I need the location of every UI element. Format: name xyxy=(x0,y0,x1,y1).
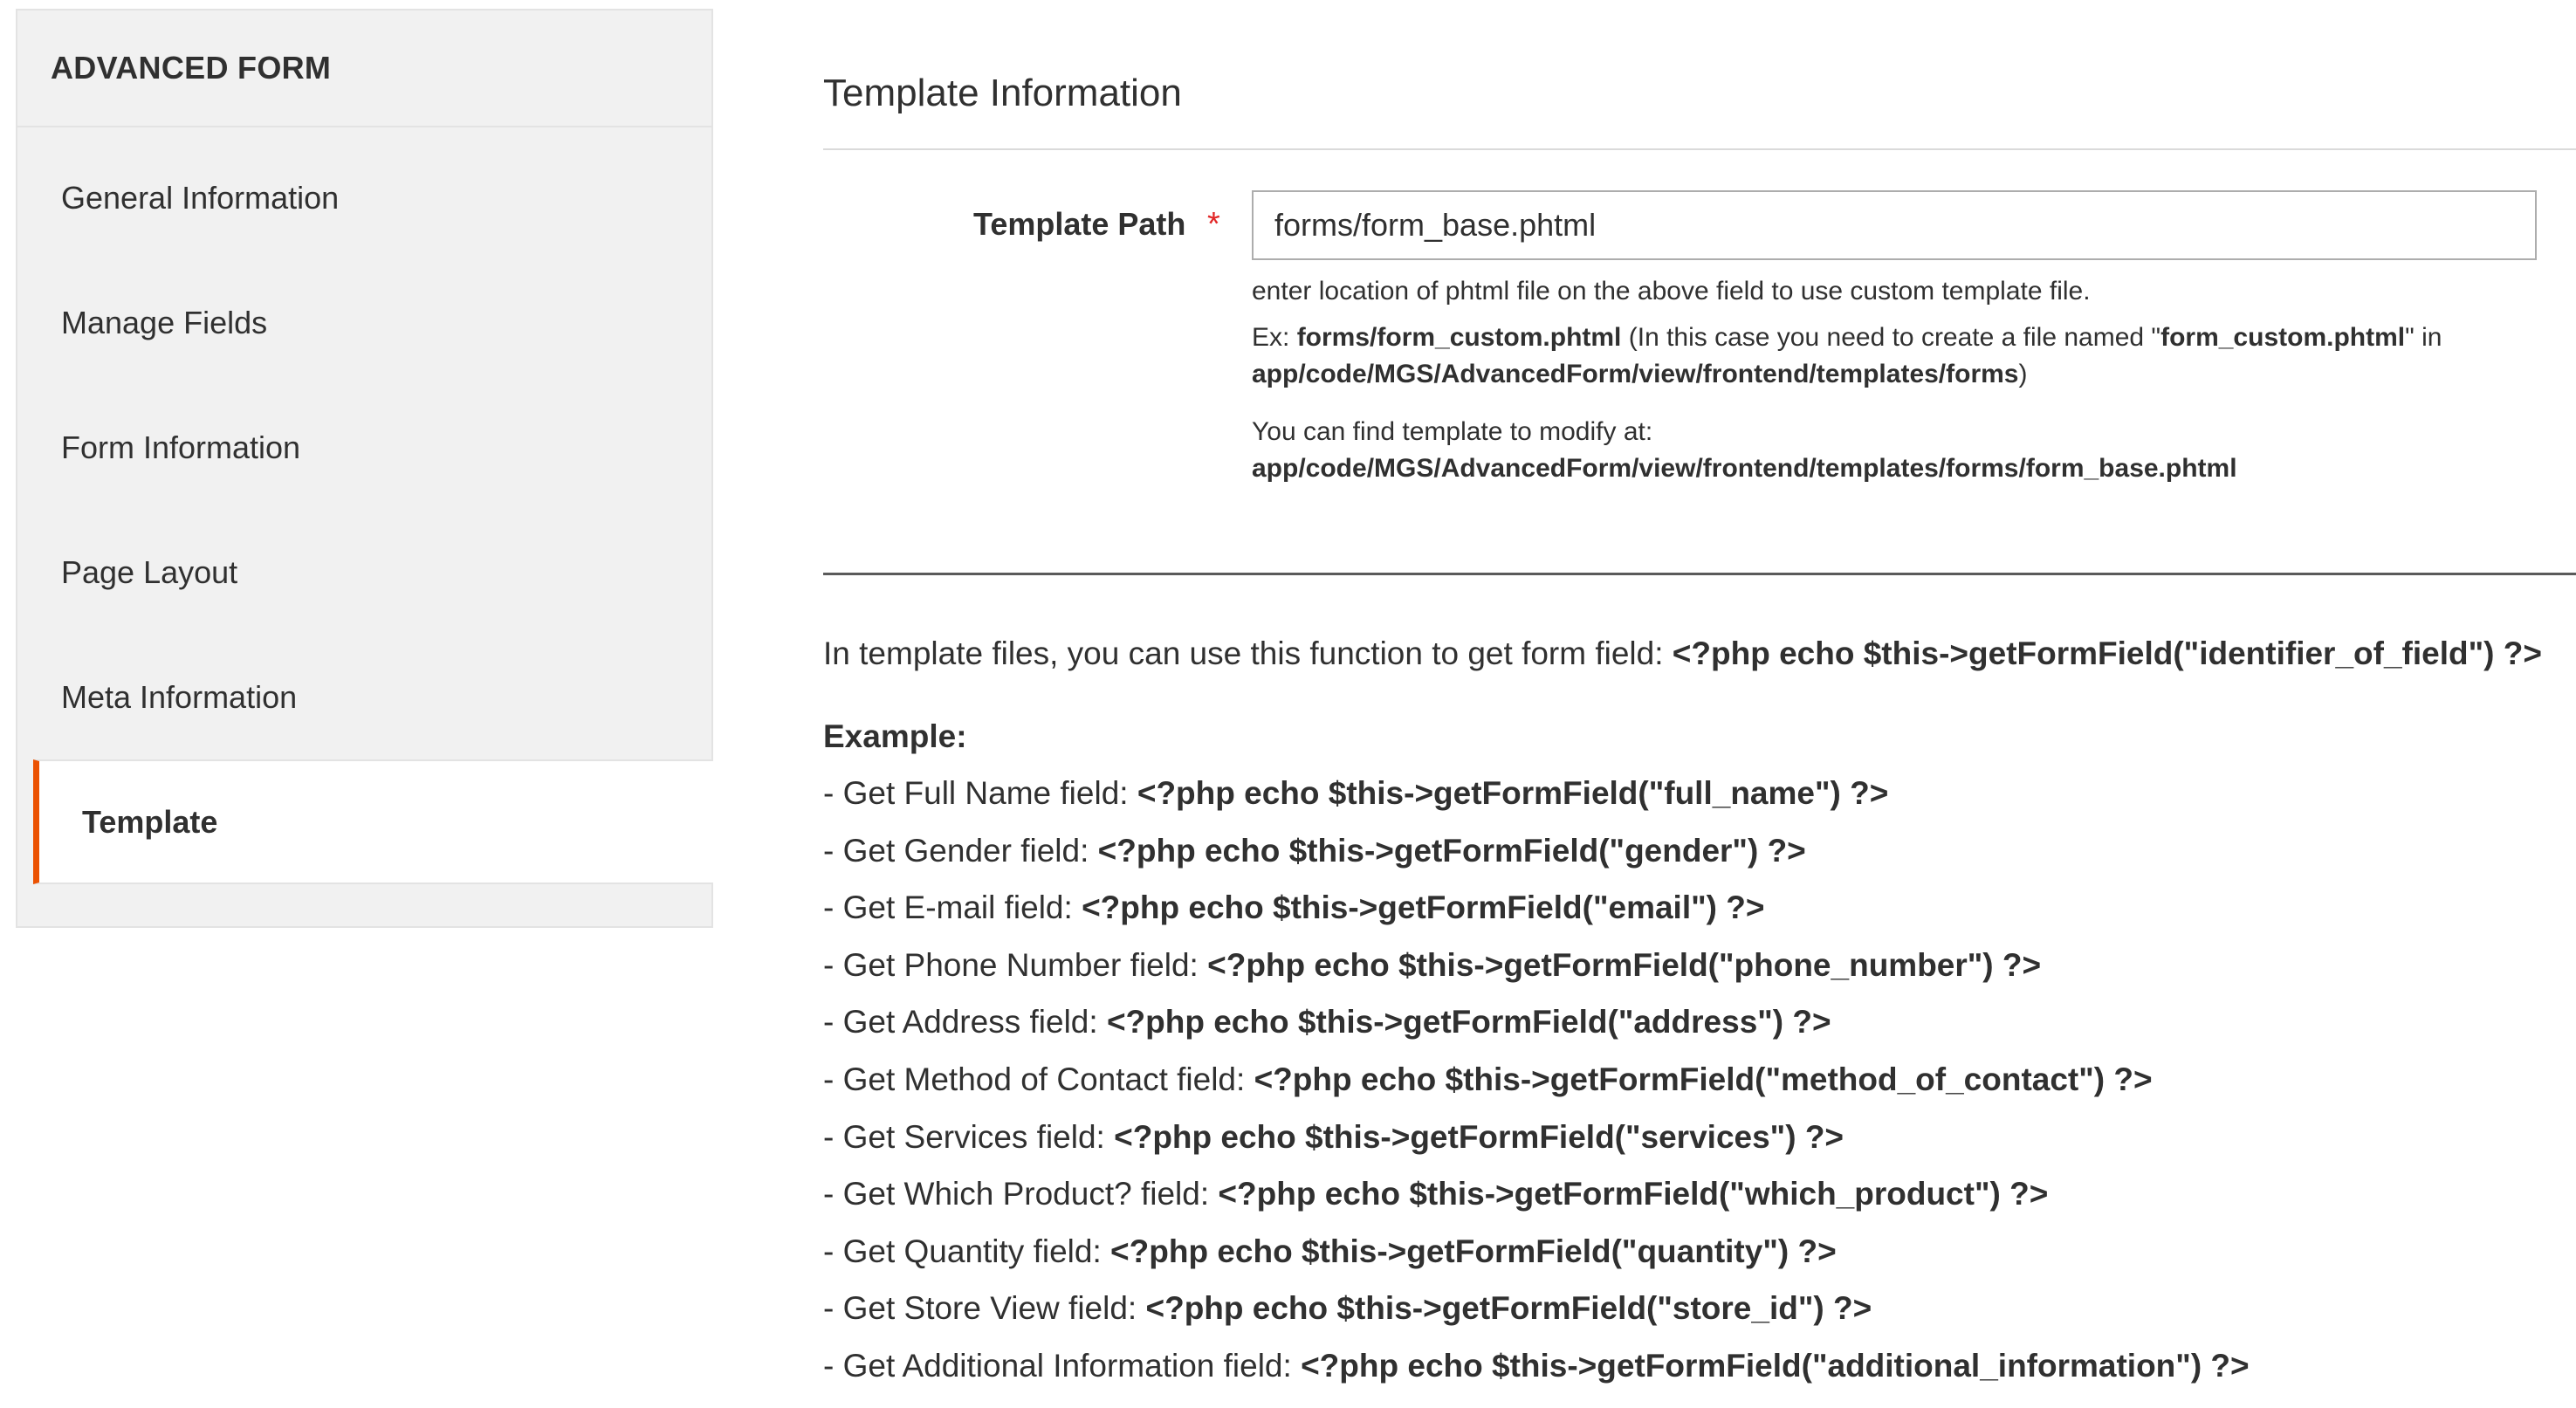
example-code: <?php echo $this->getFormField("additional_information") ?> xyxy=(1301,1347,2250,1384)
example-label: - Get Gender field: xyxy=(823,832,1098,869)
example-note-in: " in xyxy=(2405,323,2442,352)
example-row-method-of-contact xyxy=(823,1061,2250,1119)
example-label: - Get Additional Information field: xyxy=(823,1347,1302,1384)
example-code: <?php echo $this->getFormField("full_name") ?> xyxy=(1137,775,1889,811)
example-note xyxy=(1252,319,2544,393)
sidebar-item-template[interactable]: Template xyxy=(33,759,713,884)
sidebar-item-general-information[interactable]: General Information xyxy=(61,179,340,216)
example-code: <?php echo $this->getFormField("address") ?> xyxy=(1106,1004,1831,1041)
example-code: <?php echo $this->getFormField("store_id") ?> xyxy=(1145,1290,1872,1327)
example-file-name: form_custom.phtml xyxy=(2160,323,2406,352)
required-marker: * xyxy=(1207,206,1220,243)
example-code: <?php echo $this->getFormField("phone_number") ?> xyxy=(1207,946,2042,983)
example-label: - Get Address field: xyxy=(823,1004,1107,1041)
sidebar-nav xyxy=(17,135,711,884)
sidebar-item-meta-information[interactable]: Meta Information xyxy=(61,678,298,715)
usage-intro-code: <?php echo $this->getFormField("identifier_of_field") ?> xyxy=(1672,635,2542,671)
find-template-path: app/code/MGS/AdvancedForm/view/frontend/templates/forms/form_base.phtml xyxy=(1252,454,2237,483)
usage-intro xyxy=(823,635,2542,672)
example-label: - Get E-mail field: xyxy=(823,889,1082,926)
example-code: <?php echo $this->getFormField("method_of_contact") ?> xyxy=(1254,1061,2153,1097)
example-note-close: ) xyxy=(2018,360,2028,388)
example-label: - Get Full Name field: xyxy=(823,775,1137,811)
example-label: - Get Store View field: xyxy=(823,1290,1146,1327)
example-code: <?php echo $this->getFormField("quantity") ?> xyxy=(1110,1233,1837,1269)
example-path: app/code/MGS/AdvancedForm/view/frontend/templates/forms xyxy=(1252,360,2019,388)
example-row-phone-number xyxy=(823,947,2250,1005)
template-path-input[interactable] xyxy=(1252,190,2537,260)
example-row-address xyxy=(823,1004,2250,1061)
example-label: - Get Phone Number field: xyxy=(823,946,1208,983)
example-row-quantity xyxy=(823,1233,2250,1291)
section-divider xyxy=(823,148,2576,150)
sidebar-item-form-information[interactable]: Form Information xyxy=(61,429,301,465)
find-template-text: You can find template to modify at: xyxy=(1252,417,1653,446)
example-note-mid: (In this case you need to create a file named " xyxy=(1621,323,2161,352)
content-divider xyxy=(823,573,2576,575)
example-note-prefix: Ex: xyxy=(1252,323,1297,352)
example-label: - Get Quantity field: xyxy=(823,1233,1111,1269)
example-row-services xyxy=(823,1119,2250,1177)
example-code: <?php echo $this->getFormField("services") ?> xyxy=(1114,1118,1844,1155)
example-row-which-product xyxy=(823,1176,2250,1233)
sidebar-title: ADVANCED FORM xyxy=(17,10,711,127)
example-label: - Get Which Product? field: xyxy=(823,1176,1219,1212)
example-code: <?php echo $this->getFormField("which_product") ?> xyxy=(1218,1176,2049,1212)
main-content xyxy=(823,0,2576,1408)
example-code: <?php echo $this->getFormField("gender") ?> xyxy=(1097,832,1806,869)
example-label: - Get Services field: xyxy=(823,1118,1115,1155)
example-row-gender xyxy=(823,833,2250,890)
section-title: Template Information xyxy=(823,72,1182,114)
example-code: <?php echo $this->getFormField("email") ?> xyxy=(1082,889,1765,926)
example-heading: Example: xyxy=(823,718,967,754)
example-row-email xyxy=(823,889,2250,947)
example-row-store-view xyxy=(823,1290,2250,1348)
example-label: - Get Method of Contact field: xyxy=(823,1061,1254,1097)
sidebar-item-page-layout[interactable]: Page Layout xyxy=(61,553,238,590)
example-row-full-name xyxy=(823,775,2250,833)
sidebar xyxy=(16,9,713,928)
sidebar-item-manage-fields[interactable]: Manage Fields xyxy=(61,304,268,340)
usage-intro-text: In template files, you can use this function to get form field: xyxy=(823,635,1673,671)
template-path-label: Template Path xyxy=(973,206,1186,242)
example-row-additional-information xyxy=(823,1348,2250,1405)
example-list xyxy=(823,775,2250,1405)
find-template-note xyxy=(1252,414,2544,487)
example-file: forms/form_custom.phtml xyxy=(1296,323,1622,352)
field-note: enter location of phtml file on the above field to use custom template file. xyxy=(1252,277,2091,306)
